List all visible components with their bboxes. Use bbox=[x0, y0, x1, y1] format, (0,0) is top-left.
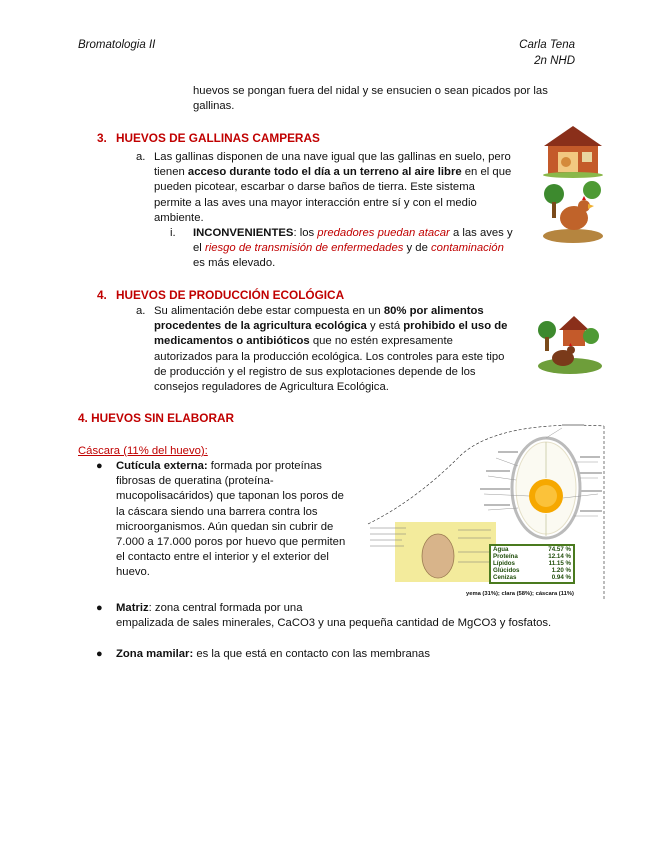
free-range-hen-illustration bbox=[542, 178, 604, 244]
section-3-number: 3. bbox=[97, 131, 107, 145]
bullet-dot: ● bbox=[96, 460, 103, 472]
egg-composition-row bbox=[493, 575, 571, 582]
egg-composition-caption: yema (31%); clara (58%); cáscara (11%) bbox=[466, 591, 574, 597]
bullet-cuticula-text: Cutícula externa: formada por proteínas fibrosas de queratina (proteína- mucopolisacáridos) que taponan los poros de la cáscara siendo una barrera contra los microorganismos. Aún quedan sin cubrir de 7.000 a 17.000 poros por huevo que permiten el contacto entre el interior y el exterior del huevo. bbox=[116, 460, 346, 579]
egg-component-value: 0.94 % bbox=[551, 573, 571, 581]
bullet-matriz-text: Matriz: zona central formada por una empalizada de sales minerales, CaCO3 y una pequeña cantidad de MgCO3 y fosfatos. bbox=[116, 602, 552, 630]
section-sin-elaborar-title: 4. HUEVOS SIN ELABORAR bbox=[78, 411, 235, 425]
section-3-i-text: INCONVENIENTES: los predadores puedan atacar a las aves y el riesgo de transmisión de enfermedades y de contaminación es más elevado. bbox=[193, 227, 513, 270]
section-4-a-marker: a. bbox=[136, 305, 146, 317]
egg-component-name: Cenizas bbox=[493, 573, 517, 581]
section-3-i-marker: i. bbox=[170, 227, 176, 239]
section-4-a-text: Su alimentación debe estar compuesta en un 80% por alimentos procedentes de la agricultura ecológica y está prohibido el uso de medicamentos o antibióticos que no estén expresamente autorizados para la producción ecológica. Los controles para este tipo de producción y el registro de sus explotaciones depende de los consejos reguladores de Agricultura Ecológica. bbox=[154, 305, 508, 394]
section-3-a-marker: a. bbox=[136, 151, 146, 163]
bullet-dot: ● bbox=[96, 602, 103, 614]
egg-component-value: 74.57 % bbox=[548, 546, 571, 553]
section-4-number: 4. bbox=[97, 288, 107, 302]
header-right-name: Carla Tena bbox=[519, 39, 575, 51]
egg-component-value: 11.15 % bbox=[548, 559, 571, 567]
egg-component-value: 12.14 % bbox=[548, 552, 571, 560]
egg-component-name: Glúcidos bbox=[493, 566, 520, 574]
egg-component-value: 1.20 % bbox=[551, 566, 571, 574]
header-left: Bromatologia II bbox=[78, 39, 156, 51]
egg-composition-table bbox=[489, 544, 575, 584]
section-3-title: HUEVOS DE GALLINAS CAMPERAS bbox=[116, 131, 320, 145]
egg-component-name: Agua bbox=[493, 546, 509, 553]
header-right-group: 2n NHD bbox=[534, 55, 575, 67]
hen-house-illustration bbox=[542, 122, 604, 178]
cascara-title: Cáscara (11% del huevo): bbox=[78, 445, 208, 457]
eco-farm-illustration bbox=[537, 312, 603, 374]
section-3-a-text: Las gallinas disponen de una nave igual que las gallinas en suelo, pero tienen acceso durante todo el día a un terreno al aire libre en el que pueden picotear, escarbar o darse baños de tierra. Este sistema permite a las aves una mayor interacción entre sí y con el medio ambiente. bbox=[154, 151, 512, 224]
bullet-dot: ● bbox=[96, 648, 103, 660]
section-4-title: HUEVOS DE PRODUCCIÓN ECOLÓGICA bbox=[116, 288, 345, 302]
egg-component-name: Lípidos bbox=[493, 559, 515, 567]
egg-component-name: Proteína bbox=[493, 552, 518, 560]
bullet-zona-mamilar-text: Zona mamilar: es la que está en contacto con las membranas bbox=[116, 648, 430, 660]
continuation-text: huevos se pongan fuera del nidal y se ensucien o sean picados por las gallinas. bbox=[193, 85, 548, 113]
